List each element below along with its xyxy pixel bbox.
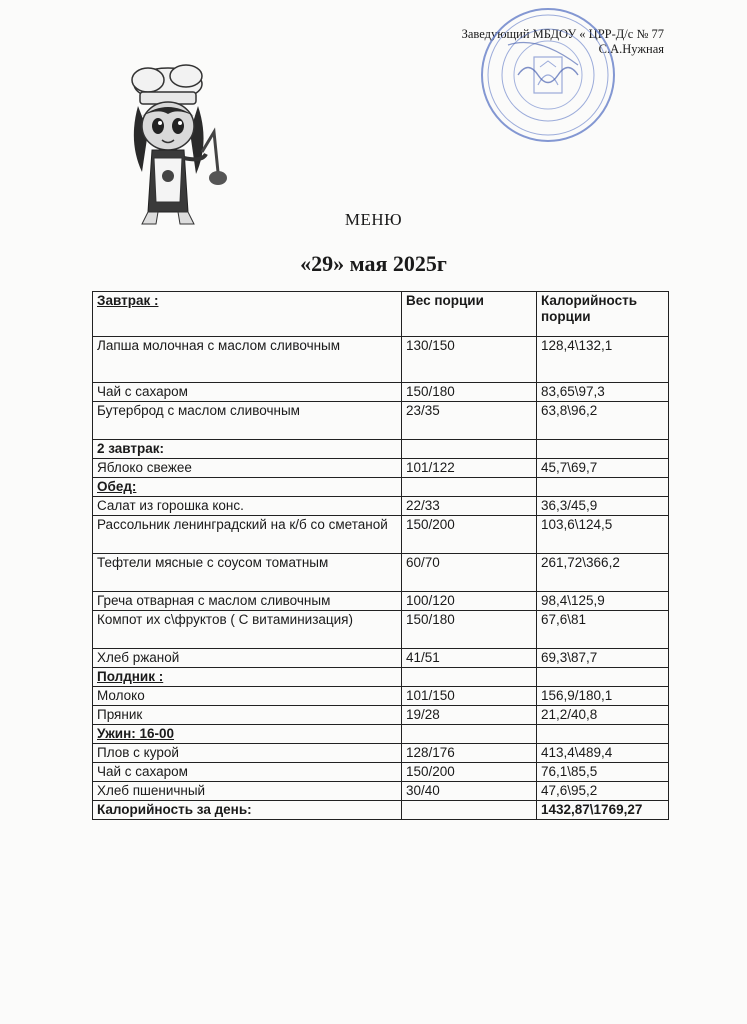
total-weight	[402, 801, 537, 820]
calories-cell: 413,4\489,4	[537, 744, 669, 763]
section-row	[93, 478, 669, 497]
weight-cell: 101/150	[402, 687, 537, 706]
weight-cell: 101/122	[402, 459, 537, 478]
dish-cell: Пряник	[93, 706, 402, 725]
header-weight: Вес порции	[402, 292, 537, 337]
dish-cell: Хлеб пшеничный	[93, 782, 402, 801]
table-row	[93, 516, 669, 554]
table-row	[93, 706, 669, 725]
weight-cell: 150/200	[402, 763, 537, 782]
table-header-row	[93, 292, 669, 337]
header-meal: Завтрак :	[93, 292, 402, 337]
weight-cell: 60/70	[402, 554, 537, 592]
table-row	[93, 383, 669, 402]
weight-cell: 150/200	[402, 516, 537, 554]
dish-cell	[93, 478, 402, 497]
weight-cell: 150/180	[402, 611, 537, 649]
calories-cell: 47,6\95,2	[537, 782, 669, 801]
calories-cell	[537, 478, 669, 497]
dish-cell: Яблоко свежее	[93, 459, 402, 478]
calories-cell: 76,1\85,5	[537, 763, 669, 782]
dish-cell: Компот их с\фруктов ( С витаминизация)	[93, 611, 402, 649]
table-row	[93, 554, 669, 592]
dish-cell: Бутерброд с маслом сливочным	[93, 402, 402, 440]
total-row	[93, 801, 669, 820]
calories-cell: 45,7\69,7	[537, 459, 669, 478]
calories-cell: 83,65\97,3	[537, 383, 669, 402]
calories-cell	[537, 440, 669, 459]
table-row	[93, 687, 669, 706]
table-row	[93, 649, 669, 668]
official-stamp	[478, 5, 618, 145]
dish-cell: Лапша молочная с маслом сливочным	[93, 337, 402, 383]
table-row	[93, 459, 669, 478]
dish-cell: Салат из горошка конс.	[93, 497, 402, 516]
weight-cell: 30/40	[402, 782, 537, 801]
approval-line-name: С.А.Нужная	[598, 42, 664, 56]
calories-cell: 21,2/40,8	[537, 706, 669, 725]
calories-cell: 69,3\87,7	[537, 649, 669, 668]
section-row	[93, 440, 669, 459]
calories-cell: 156,9/180,1	[537, 687, 669, 706]
calories-cell	[537, 668, 669, 687]
table-row	[93, 592, 669, 611]
dish-cell: Хлеб ржаной	[93, 649, 402, 668]
dish-cell: Чай с сахаром	[93, 383, 402, 402]
weight-cell: 128/176	[402, 744, 537, 763]
table-row	[93, 611, 669, 649]
table-row	[93, 782, 669, 801]
weight-cell	[402, 725, 537, 744]
dish-cell: Молоко	[93, 687, 402, 706]
calories-cell: 261,72\366,2	[537, 554, 669, 592]
weight-cell: 41/51	[402, 649, 537, 668]
calories-cell: 128,4\132,1	[537, 337, 669, 383]
menu-title: МЕНЮ	[344, 210, 403, 229]
calories-cell: 36,3/45,9	[537, 497, 669, 516]
section-row	[93, 668, 669, 687]
menu-table	[92, 291, 669, 820]
weight-cell	[402, 668, 537, 687]
weight-cell: 23/35	[402, 402, 537, 440]
weight-cell: 150/180	[402, 383, 537, 402]
dish-cell: Плов с курой	[93, 744, 402, 763]
weight-cell: 130/150	[402, 337, 537, 383]
weight-cell: 100/120	[402, 592, 537, 611]
calories-cell: 67,6\81	[537, 611, 669, 649]
section-label: Полдник :	[97, 669, 164, 684]
calories-cell: 63,8\96,2	[537, 402, 669, 440]
section-label: Обед:	[97, 479, 137, 494]
table-row	[93, 402, 669, 440]
dish-cell: Чай с сахаром	[93, 763, 402, 782]
dish-cell: Рассольник ленинградский на к/б со сметаной	[93, 516, 402, 554]
table-row	[93, 337, 669, 383]
calories-cell: 98,4\125,9	[537, 592, 669, 611]
dish-cell	[93, 725, 402, 744]
table-row	[93, 497, 669, 516]
weight-cell	[402, 440, 537, 459]
header-calories: Калорийность порции	[537, 292, 669, 337]
dish-cell	[93, 668, 402, 687]
approval-line-position: Заведующий МБДОУ « ЦРР-Д/с № 77	[461, 27, 664, 41]
weight-cell: 22/33	[402, 497, 537, 516]
chef-girl-illustration	[118, 62, 233, 232]
calories-cell: 103,6\124,5	[537, 516, 669, 554]
dish-cell: 2 завтрак:	[93, 440, 402, 459]
table-row	[93, 744, 669, 763]
section-row	[93, 725, 669, 744]
section-label: Ужин: 16-00	[97, 726, 175, 741]
total-label: Калорийность за день:	[93, 801, 402, 820]
weight-cell	[402, 478, 537, 497]
dish-cell: Греча отварная с маслом сливочным	[93, 592, 402, 611]
table-row	[93, 763, 669, 782]
weight-cell: 19/28	[402, 706, 537, 725]
dish-cell: Тефтели мясные с соусом томатным	[93, 554, 402, 592]
menu-date: «29» мая 2025г	[300, 251, 447, 276]
total-calories: 1432,87\1769,27	[537, 801, 669, 820]
calories-cell	[537, 725, 669, 744]
